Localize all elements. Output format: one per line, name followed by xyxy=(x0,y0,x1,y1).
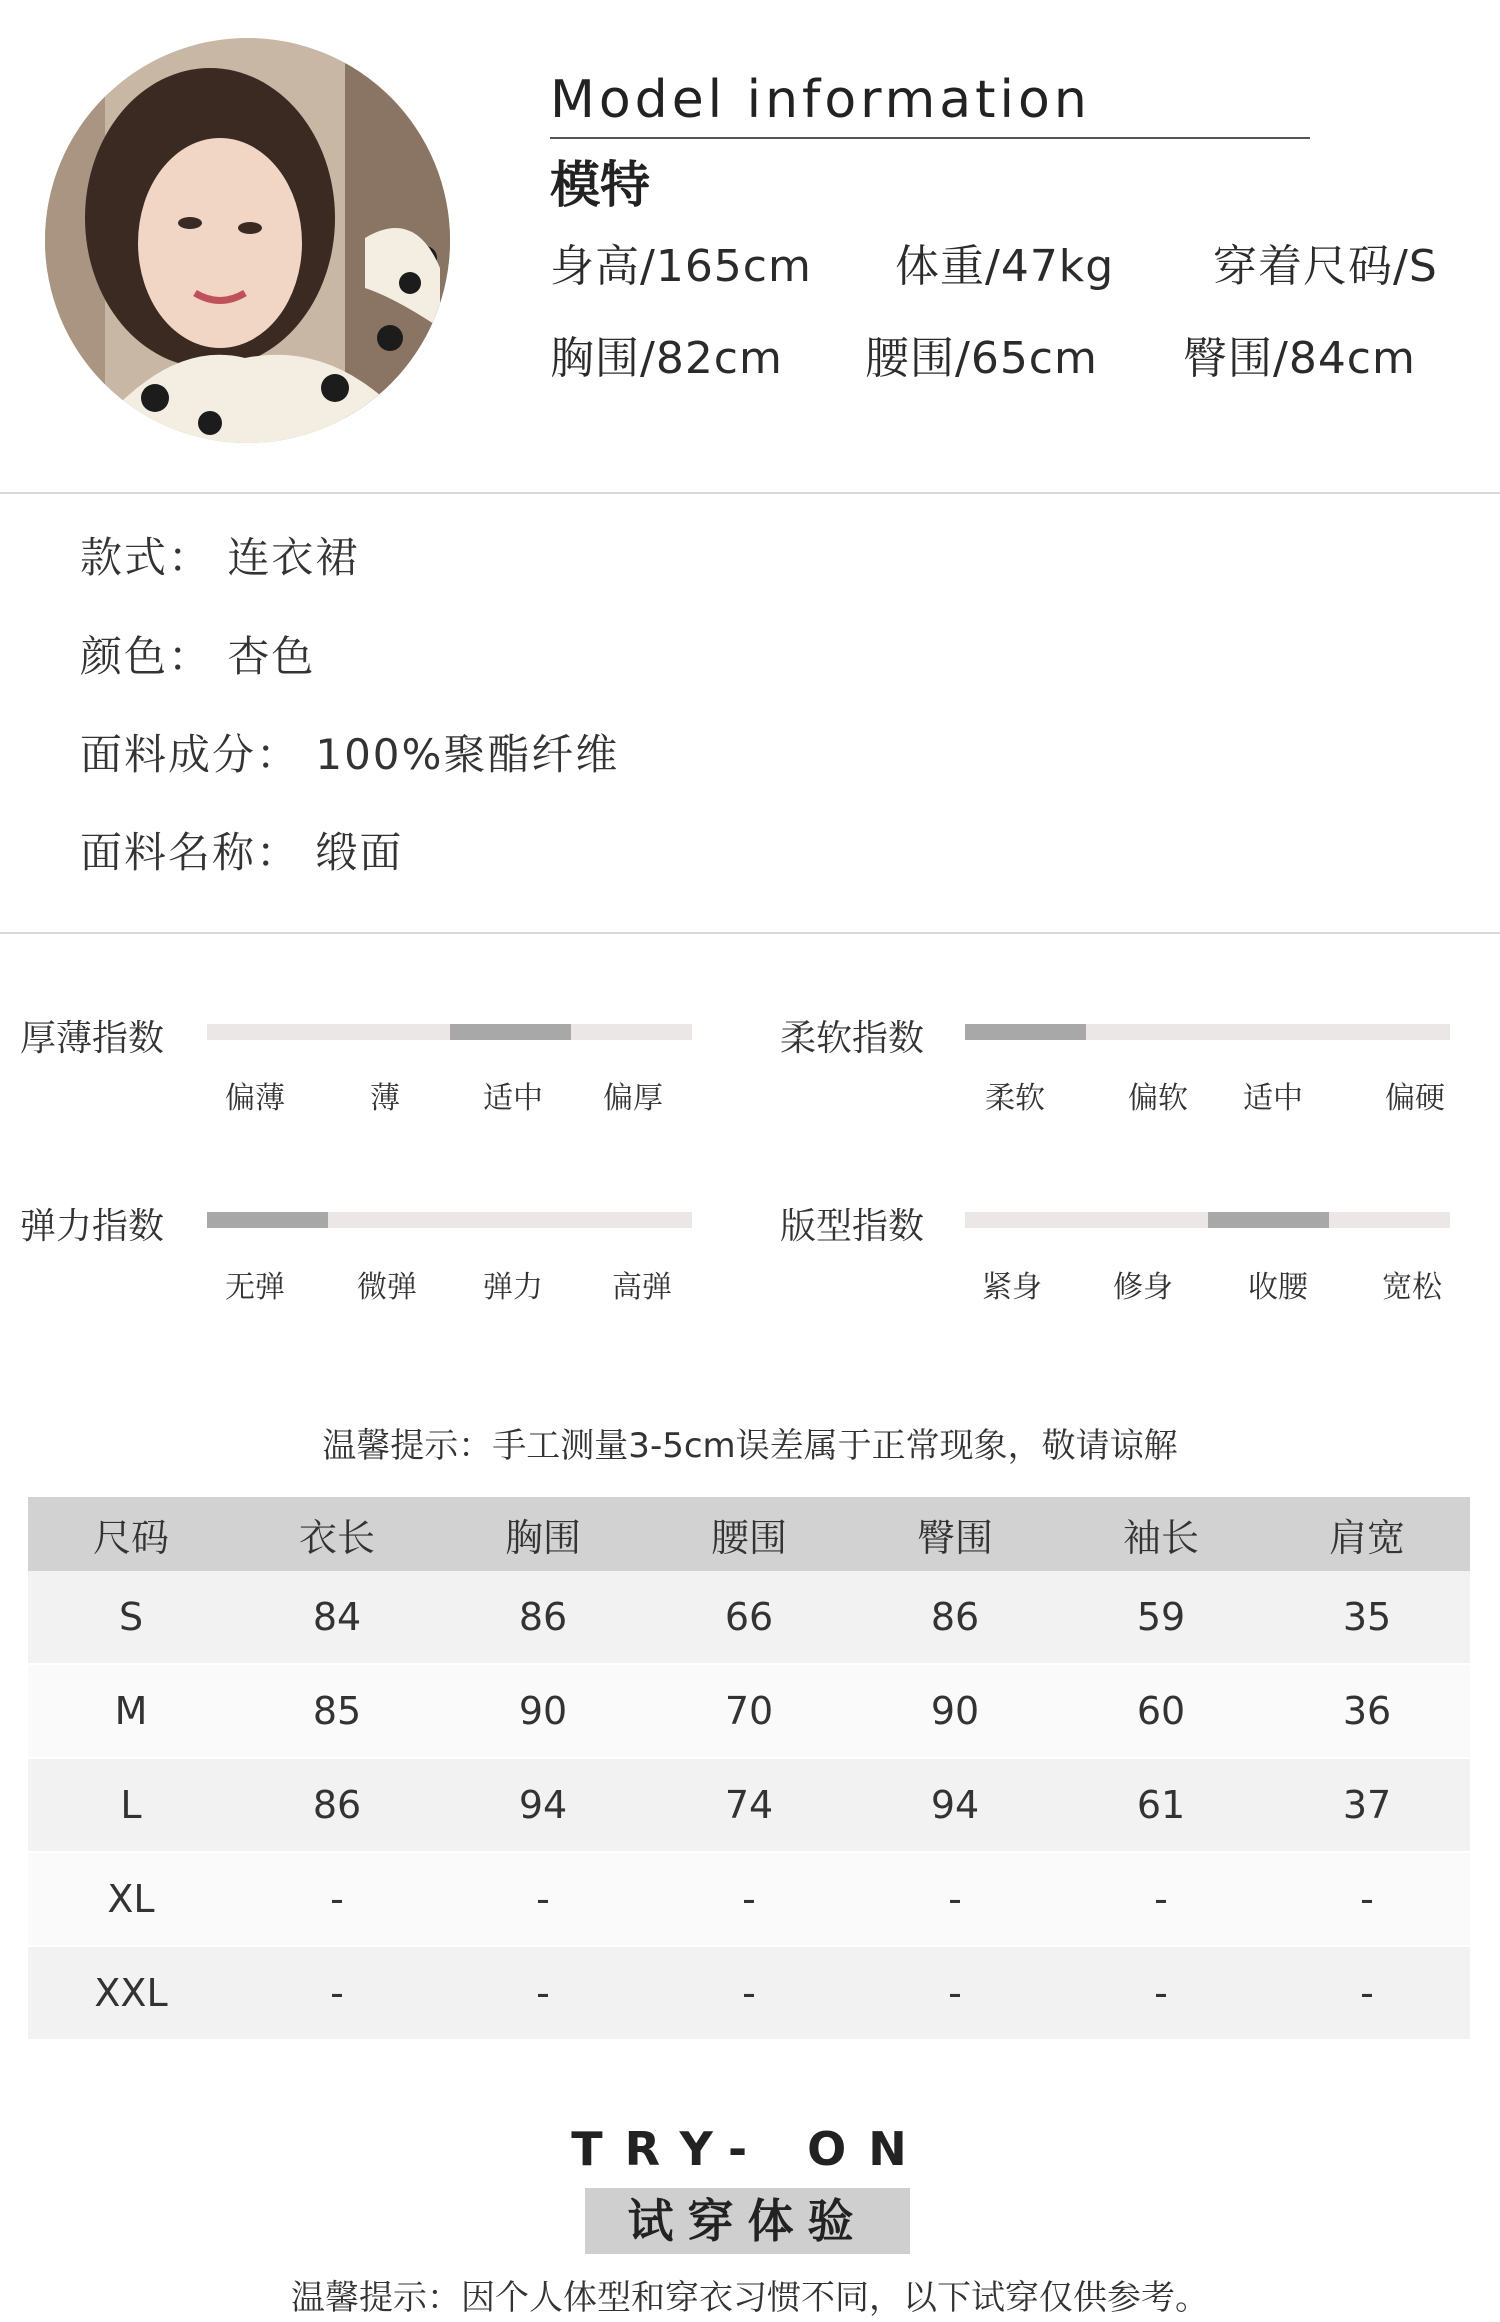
measure-cell: - xyxy=(1058,1852,1264,1946)
index-bar-fill xyxy=(450,1024,571,1040)
tryon-subtitle: 试穿体验 xyxy=(627,2194,868,2248)
size-cell: L xyxy=(28,1758,234,1852)
index-bar-softness xyxy=(965,1024,1450,1040)
model-size: 穿着尺码/S xyxy=(1213,241,1438,292)
tryon-title: TRY- ON xyxy=(571,2122,929,2176)
model-weight: 体重/47kg xyxy=(895,241,1115,292)
index-option: 无弹 xyxy=(225,1270,285,1305)
model-photo xyxy=(45,38,450,443)
table-header-row xyxy=(28,1497,1470,1571)
measure-cell: - xyxy=(852,1852,1058,1946)
info-fabric-name: 面料名称： 缎面 xyxy=(80,828,404,877)
measure-cell: 60 xyxy=(1058,1664,1264,1758)
col-header-size: 尺码 xyxy=(28,1497,234,1571)
index-option: 适中 xyxy=(483,1081,543,1116)
measure-cell: - xyxy=(646,1852,852,1946)
measure-cell: 35 xyxy=(1264,1571,1470,1664)
measure-cell: - xyxy=(440,1852,646,1946)
info-color: 颜色： 杏色 xyxy=(80,632,316,681)
measure-cell: - xyxy=(1058,1946,1264,2040)
index-bar-fill xyxy=(207,1212,328,1228)
measure-cell: 86 xyxy=(234,1758,440,1852)
index-bar-fill xyxy=(1208,1212,1329,1228)
measure-cell: 70 xyxy=(646,1664,852,1758)
measure-cell: 61 xyxy=(1058,1758,1264,1852)
title-underline xyxy=(550,137,1310,139)
col-header-sleeve: 袖长 xyxy=(1058,1497,1264,1571)
measure-cell: - xyxy=(440,1946,646,2040)
measure-cell: - xyxy=(234,1946,440,2040)
measure-cell: - xyxy=(234,1852,440,1946)
index-label-fit: 版型指数 xyxy=(780,1206,925,1247)
index-option: 紧身 xyxy=(982,1270,1042,1305)
table-row xyxy=(28,1664,1470,1758)
index-option: 薄 xyxy=(370,1081,400,1116)
measure-cell: 74 xyxy=(646,1758,852,1852)
model-info-subtitle: 模特 xyxy=(550,156,650,214)
measure-cell: 37 xyxy=(1264,1758,1470,1852)
table-row xyxy=(28,1946,1470,2040)
index-option: 偏硬 xyxy=(1385,1081,1445,1116)
model-hip: 臀围/84cm xyxy=(1183,333,1416,384)
size-table xyxy=(28,1497,1470,2041)
size-cell: M xyxy=(28,1664,234,1758)
table-row xyxy=(28,1852,1470,1946)
measure-cell: 36 xyxy=(1264,1664,1470,1758)
col-header-waist: 腰围 xyxy=(646,1497,852,1571)
measure-cell: 84 xyxy=(234,1571,440,1664)
measure-cell: - xyxy=(1264,1852,1470,1946)
table-row xyxy=(28,1571,1470,1664)
measure-cell: 66 xyxy=(646,1571,852,1664)
model-bust: 胸围/82cm xyxy=(550,333,783,384)
measure-cell: 94 xyxy=(440,1758,646,1852)
divider xyxy=(0,932,1500,934)
index-bar-fill xyxy=(965,1024,1086,1040)
index-option: 适中 xyxy=(1243,1081,1303,1116)
index-label-elasticity: 弹力指数 xyxy=(20,1206,165,1247)
index-label-thickness: 厚薄指数 xyxy=(20,1018,165,1059)
measure-cell: 59 xyxy=(1058,1571,1264,1664)
index-option: 偏厚 xyxy=(603,1081,663,1116)
model-waist: 腰围/65cm xyxy=(865,333,1098,384)
measure-cell: 90 xyxy=(440,1664,646,1758)
index-option: 收腰 xyxy=(1248,1270,1308,1305)
index-option: 宽松 xyxy=(1382,1270,1442,1305)
col-header-bust: 胸围 xyxy=(440,1497,646,1571)
model-info-title: Model information xyxy=(550,70,1091,130)
measure-cell: 86 xyxy=(852,1571,1058,1664)
index-option: 偏软 xyxy=(1128,1081,1188,1116)
size-cell: S xyxy=(28,1571,234,1664)
model-height: 身高/165cm xyxy=(550,241,812,292)
index-option: 高弹 xyxy=(612,1270,672,1305)
tryon-tip: 温馨提示：因个人体型和穿衣习惯不同，以下试穿仅供参考。 xyxy=(291,2278,1209,2318)
measure-cell: - xyxy=(1264,1946,1470,2040)
measure-cell: - xyxy=(646,1946,852,2040)
size-cell: XXL xyxy=(28,1946,234,2040)
divider xyxy=(0,492,1500,494)
table-row xyxy=(28,1758,1470,1852)
measure-cell: 86 xyxy=(440,1571,646,1664)
col-header-hip: 臀围 xyxy=(852,1497,1058,1571)
index-option: 柔软 xyxy=(985,1081,1045,1116)
measurement-tip: 温馨提示：手工测量3-5cm误差属于正常现象，敬请谅解 xyxy=(322,1426,1178,1466)
measure-cell: 85 xyxy=(234,1664,440,1758)
index-option: 微弹 xyxy=(357,1270,417,1305)
size-cell: XL xyxy=(28,1852,234,1946)
measure-cell: 90 xyxy=(852,1664,1058,1758)
index-bar-elasticity xyxy=(207,1212,692,1228)
col-header-length: 衣长 xyxy=(234,1497,440,1571)
measure-cell: - xyxy=(852,1946,1058,2040)
info-fabric-composition: 面料成分： 100%聚酯纤维 xyxy=(80,730,620,779)
index-bar-thickness xyxy=(207,1024,692,1040)
col-header-shoulder: 肩宽 xyxy=(1264,1497,1470,1571)
index-bar-fit xyxy=(965,1212,1450,1228)
measure-cell: 94 xyxy=(852,1758,1058,1852)
info-style: 款式： 连衣裙 xyxy=(80,533,360,582)
index-option: 修身 xyxy=(1113,1270,1173,1305)
index-label-softness: 柔软指数 xyxy=(780,1018,925,1059)
index-option: 弹力 xyxy=(483,1270,543,1305)
index-option: 偏薄 xyxy=(225,1081,285,1116)
